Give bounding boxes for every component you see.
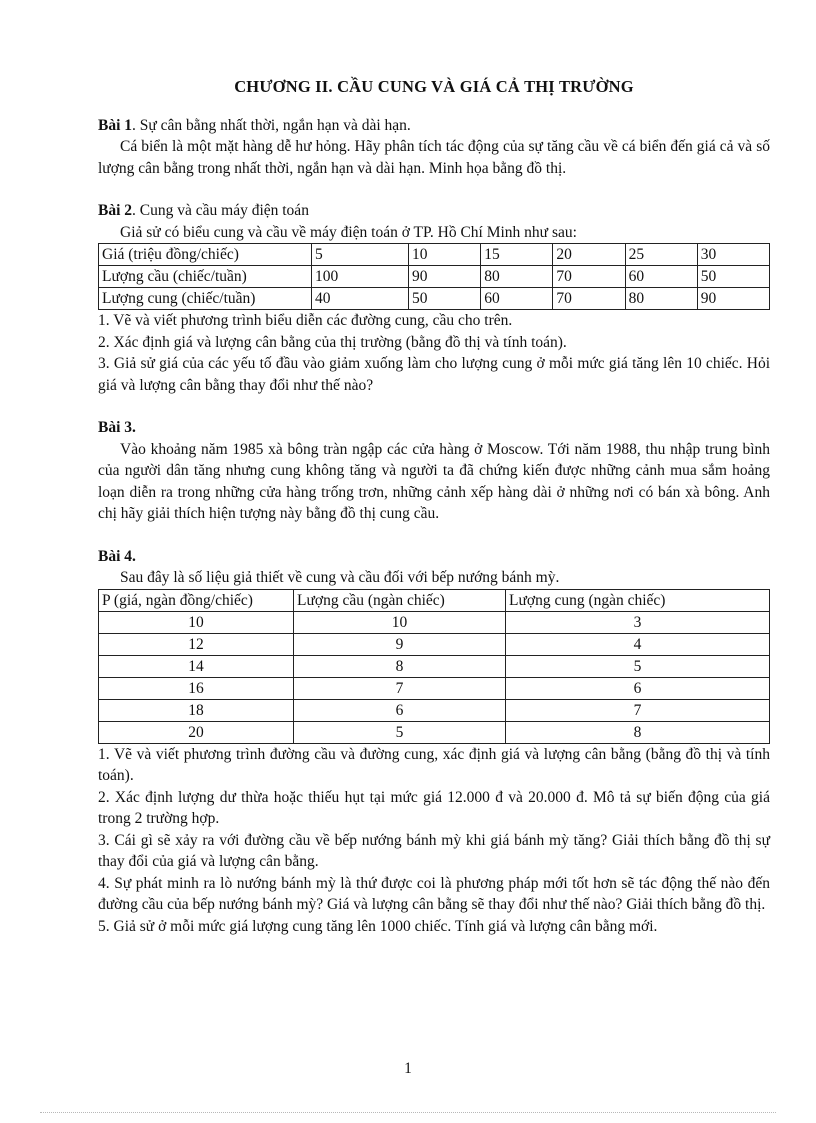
table-cell: 80 bbox=[481, 266, 553, 288]
table-cell: 30 bbox=[697, 244, 769, 266]
row-label: Lượng cầu (chiếc/tuần) bbox=[99, 266, 312, 288]
document-page bbox=[98, 76, 770, 937]
exercise-4-question: 1. Vẽ và viết phương trình đường cầu và đường cung, xác định giá và lượng cân bằng (bằng đồ thị và tính toán). bbox=[98, 745, 770, 784]
table-cell: 90 bbox=[409, 266, 481, 288]
table-cell: 50 bbox=[697, 266, 769, 288]
table-cell: 10 bbox=[99, 611, 294, 633]
table-cell: 10 bbox=[294, 611, 506, 633]
exercise-4-intro: Sau đây là số liệu giả thiết về cung và cầu đối với bếp nướng bánh mỳ. bbox=[120, 569, 560, 586]
supply-demand-table-toasters bbox=[98, 589, 770, 744]
table-row bbox=[99, 611, 770, 633]
table-row bbox=[99, 655, 770, 677]
table-cell: 5 bbox=[294, 721, 506, 743]
exercise-2-title: . Cung và cầu máy điện toán bbox=[132, 202, 309, 219]
table-cell: 70 bbox=[553, 288, 625, 310]
table-cell: 100 bbox=[312, 266, 409, 288]
table-cell: 25 bbox=[625, 244, 697, 266]
exercise-3-text: Vào khoảng năm 1985 xà bông tràn ngập các cửa hàng ở Moscow. Tới năm 1988, thu nhập trung bình của người dân tăng nhưng cung không tăng và người ta đã chứng kiến được những cảnh mua sắm hoảng loạn diễn ra trong những cửa hàng trống trơn, những cảnh xếp hàng dài ở những nơi có bán xà bông. Anh chị hãy giải thích hiện tượng này bằng đồ thị cung cầu. bbox=[98, 440, 770, 522]
page-bottom-border bbox=[40, 1112, 776, 1113]
table-cell: 9 bbox=[294, 633, 506, 655]
table-cell: 20 bbox=[99, 721, 294, 743]
exercise-3-label: Bài 3. bbox=[98, 419, 136, 436]
table-cell: 12 bbox=[99, 633, 294, 655]
row-label: Lượng cung (chiếc/tuần) bbox=[99, 288, 312, 310]
exercise-1-text: Cá biển là một mặt hàng dễ hư hỏng. Hãy phân tích tác động của sự tăng cầu về cá biển đến giá cả và số lượng cân bằng trong nhất thời, ngắn hạn và dài hạn. Minh họa bằng đồ thị. bbox=[98, 138, 770, 177]
table-row bbox=[99, 244, 770, 266]
table-row bbox=[99, 699, 770, 721]
table-cell: 70 bbox=[553, 266, 625, 288]
table-cell: 3 bbox=[506, 611, 770, 633]
table-row bbox=[99, 633, 770, 655]
exercise-4-question: 3. Cái gì sẽ xảy ra với đường cầu về bếp nướng bánh mỳ khi giá bánh mỳ tăng? Giải thích bằng đồ thị sự thay đổi của giá và lượng cân bằng. bbox=[98, 831, 770, 870]
exercise-3-heading bbox=[98, 417, 770, 439]
table-cell: 5 bbox=[506, 655, 770, 677]
page-number: 1 bbox=[404, 1060, 412, 1077]
table-cell: 18 bbox=[99, 699, 294, 721]
table-cell: 7 bbox=[506, 699, 770, 721]
column-header: Lượng cung (ngàn chiếc) bbox=[506, 589, 770, 611]
table-cell: 4 bbox=[506, 633, 770, 655]
table-cell: 60 bbox=[625, 266, 697, 288]
table-cell: 15 bbox=[481, 244, 553, 266]
table-cell: 20 bbox=[553, 244, 625, 266]
table-row bbox=[99, 266, 770, 288]
table-cell: 40 bbox=[312, 288, 409, 310]
table-cell: 14 bbox=[99, 655, 294, 677]
table-row bbox=[99, 721, 770, 743]
table-cell: 80 bbox=[625, 288, 697, 310]
exercise-4-question: 4. Sự phát minh ra lò nướng bánh mỳ là thứ được coi là phương pháp mới tốt hơn sẽ tác động thế nào đến đường cầu của bếp nướng bánh mỳ? Giá và lượng cân bằng sẽ thay đổi như thế nào? Giải thích bằng đồ thị. bbox=[98, 874, 770, 913]
exercise-1-title: . Sự cân bằng nhất thời, ngắn hạn và dài hạn. bbox=[132, 116, 411, 134]
exercise-2-label: Bài 2 bbox=[98, 202, 133, 219]
exercise-4-question: 2. Xác định lượng dư thừa hoặc thiếu hụt tại mức giá 12.000 đ và 20.000 đ. Mô tả sự biến động của giá trong 2 trường hợp. bbox=[98, 788, 770, 827]
table-header-row bbox=[99, 589, 770, 611]
exercise-2-question: 1. Vẽ và viết phương trình biểu diễn các đường cung, cầu cho trên. bbox=[98, 312, 513, 329]
supply-demand-table-computers bbox=[98, 243, 770, 310]
table-cell: 60 bbox=[481, 288, 553, 310]
row-label: Giá (triệu đồng/chiếc) bbox=[99, 244, 312, 266]
exercise-3 bbox=[98, 417, 770, 525]
exercise-4-heading bbox=[98, 546, 770, 568]
table-cell: 5 bbox=[312, 244, 409, 266]
table-cell: 90 bbox=[697, 288, 769, 310]
table-cell: 6 bbox=[294, 699, 506, 721]
table-row bbox=[99, 288, 770, 310]
exercise-4 bbox=[98, 546, 770, 938]
exercise-2-intro: Giả sử có biểu cung và cầu về máy điện toán ở TP. Hồ Chí Minh như sau: bbox=[120, 223, 577, 241]
column-header: P (giá, ngàn đồng/chiếc) bbox=[99, 589, 294, 611]
chapter-title: CHƯƠNG II. CẦU CUNG VÀ GIÁ CẢ THỊ TRƯỜNG bbox=[234, 77, 634, 96]
exercise-4-label: Bài 4. bbox=[98, 547, 136, 565]
exercise-2 bbox=[98, 200, 770, 396]
table-cell: 10 bbox=[409, 244, 481, 266]
exercise-4-question: 5. Giả sử ở mỗi mức giá lượng cung tăng lên 1000 chiếc. Tính giá và lượng cân bằng mới. bbox=[98, 917, 658, 935]
table-cell: 7 bbox=[294, 677, 506, 699]
exercise-1-label: Bài 1 bbox=[98, 116, 133, 134]
table-cell: 6 bbox=[506, 677, 770, 699]
table-cell: 8 bbox=[506, 721, 770, 743]
exercise-1 bbox=[98, 115, 770, 180]
table-cell: 50 bbox=[409, 288, 481, 310]
table-cell: 8 bbox=[294, 655, 506, 677]
exercise-1-heading bbox=[98, 115, 770, 137]
table-row bbox=[99, 677, 770, 699]
exercise-2-question: 2. Xác định giá và lượng cân bằng của thị trường (bằng đồ thị và tính toán). bbox=[98, 333, 567, 351]
table-cell: 16 bbox=[99, 677, 294, 699]
exercise-2-heading bbox=[98, 200, 770, 222]
column-header: Lượng cầu (ngàn chiếc) bbox=[294, 589, 506, 611]
exercise-2-question: 3. Giả sử giá của các yếu tố đầu vào giảm xuống làm cho lượng cung ở mỗi mức giá tăng lên 10 chiếc. Hỏi giá và lượng cân bằng thay đổi như thế nào? bbox=[98, 355, 770, 394]
